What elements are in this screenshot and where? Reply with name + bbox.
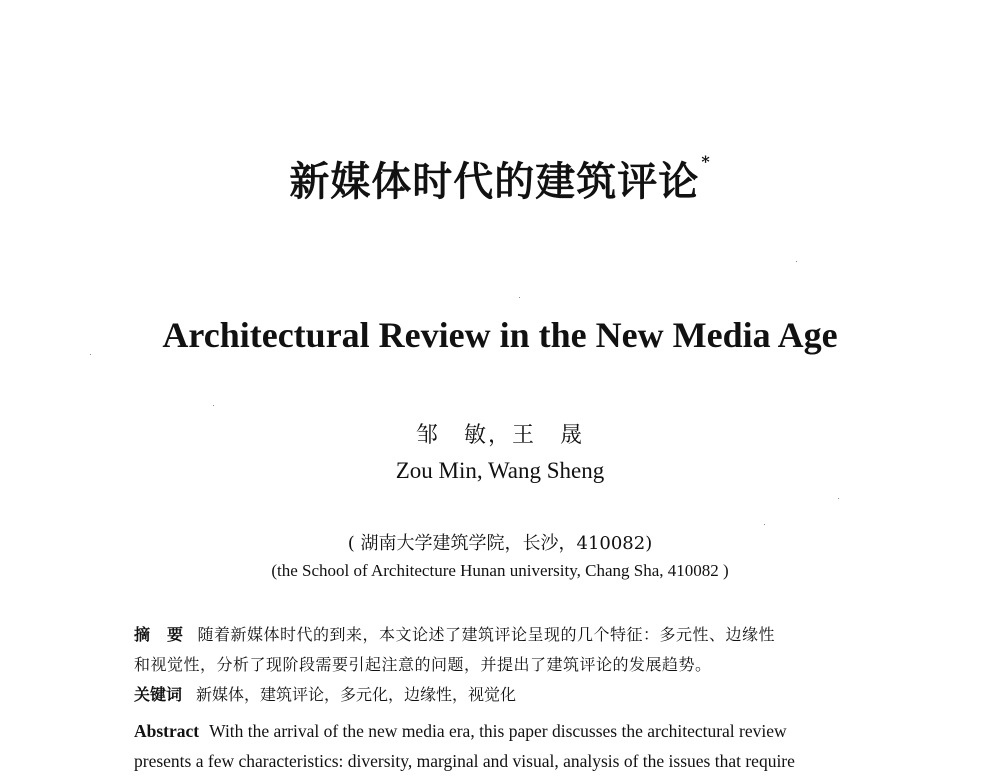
scan-speck [796,261,797,262]
abstract-english [134,716,886,776]
abstract-english-text: With the arrival of the new media era, this paper discusses the architectural review [209,721,787,741]
title-footnote-mark: * [701,152,711,171]
scan-speck [90,354,91,355]
scan-speck [519,297,520,298]
affiliation-english: (the School of Architecture Hunan university, Chang Sha, 410082 ) [271,561,729,580]
abstract-chinese [134,620,886,680]
scan-speck [213,405,214,406]
authors-english: Zou Min, Wang Sheng [395,458,605,483]
title-english: Architectural Review in the New Media Age [162,315,838,355]
keywords-text: 新媒体，建筑评论，多元化，边缘性，视觉化 [196,685,517,704]
authors-chinese: 邹 敏，王 晟 [415,423,584,448]
title-chinese-text: 新媒体时代的建筑评论 [289,158,700,205]
scan-speck [838,498,839,499]
scan-speck [764,524,765,525]
abstract-chinese-line-1 [134,620,886,650]
abstract-english-line-1 [134,716,886,746]
abstract-chinese-line-2: 和视觉性，分析了现阶段需要引起注意的问题，并提出了建筑评论的发展趋势。 [134,655,712,674]
keywords-label: 关键词 [134,685,183,704]
abstract-english-line-2: presents a few characteristics: diversity, marginal and visual, analysis of the issues that require [134,751,795,771]
keywords [134,680,886,710]
abstract-english-label: Abstract [134,721,200,741]
abstract-chinese-label: 摘 要 [134,625,184,644]
affiliation-chinese: ( 湖南大学建筑学院，长沙，410082) [347,533,653,554]
title-chinese [0,150,1000,207]
abstract-chinese-text-1: 随着新媒体时代的到来，本文论述了建筑评论呈现的几个特征：多元性、边缘性 [197,625,776,644]
